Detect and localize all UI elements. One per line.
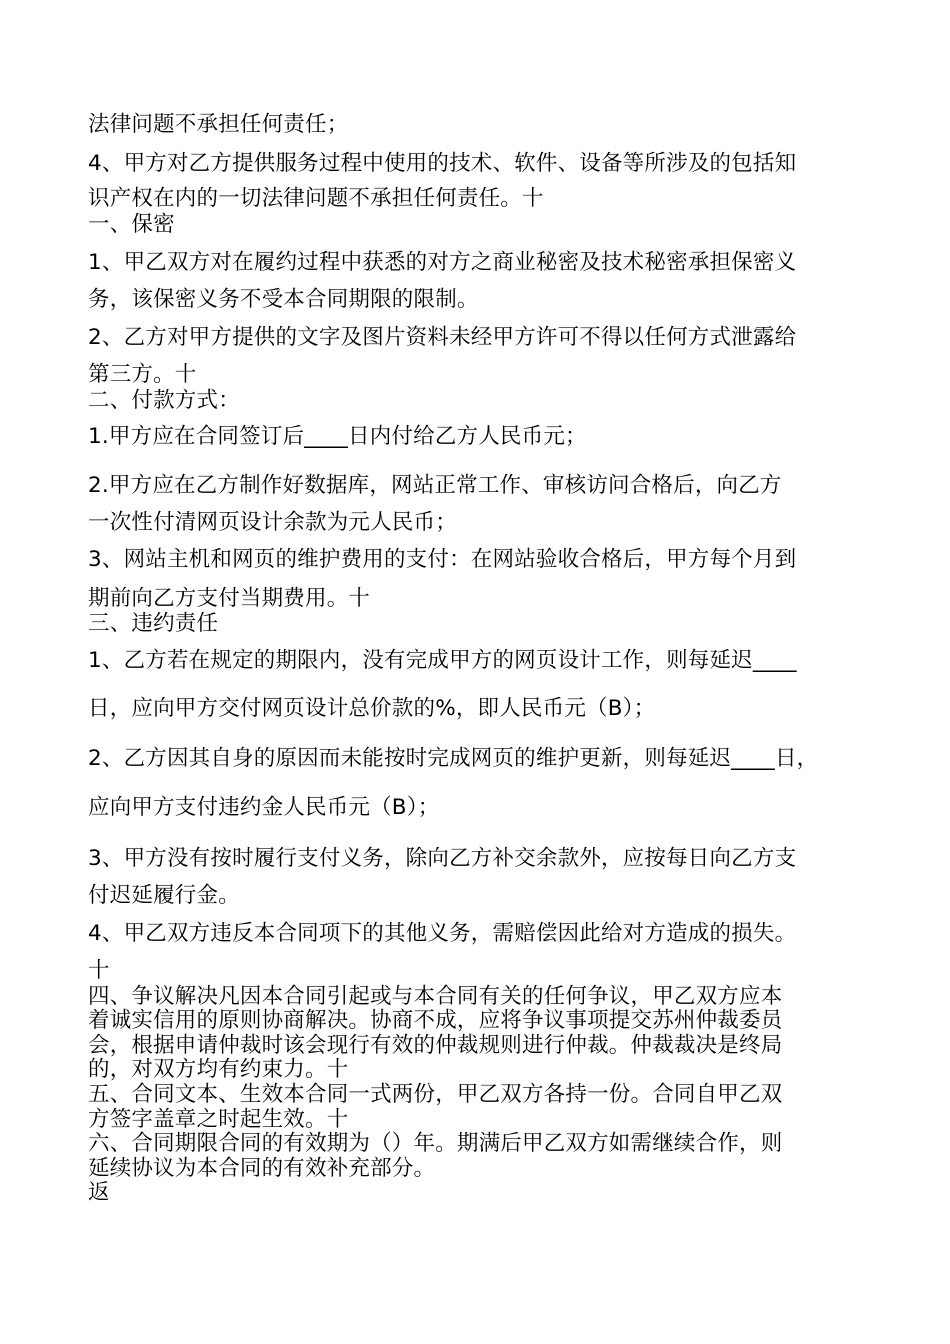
text-line: 1、乙方若在规定的期限内，没有完成甲方的网页设计工作，则每延迟____: [88, 648, 797, 673]
text-line: 识产权在内的一切法律问题不承担任何责任。十: [88, 186, 544, 211]
text-line: 2、乙方因其自身的原因而未能按时完成网页的维护更新，则每延迟____日，: [88, 746, 819, 771]
section-heading: 五、合同文本、生效本合同一式两份，甲乙双方各持一份。合同自甲乙双: [88, 1082, 783, 1107]
section-heading: 二、付款方式：: [88, 388, 240, 413]
text-line: 1.甲方应在合同签订后____日内付给乙方人民币元；: [88, 424, 587, 449]
text-line: 期前向乙方支付当期费用。十: [88, 586, 371, 611]
text-line: 4、甲乙双方违反本合同项下的其他义务，需赔偿因此给对方造成的损失。: [88, 921, 797, 946]
text-line: 方签字盖章之时起生效。十: [88, 1107, 349, 1132]
text-line: 着诚实信用的原则协商解决。协商不成，应将争议事项提交苏州仲裁委员: [88, 1008, 783, 1033]
text-line: 务，该保密义务不受本合同期限的限制。: [88, 287, 479, 312]
section-heading: 一、保密: [88, 212, 175, 237]
text-line: 4、甲方对乙方提供服务过程中使用的技术、软件、设备等所涉及的包括知: [88, 151, 797, 176]
section-heading: 三、违约责任: [88, 611, 219, 636]
text-line: 一次性付清网页设计余款为元人民币；: [88, 510, 457, 535]
text-line: 会，根据申请仲裁时该会现行有效的仲裁规则进行仲裁。仲裁裁决是终局: [88, 1033, 783, 1058]
text-line: 法律问题不承担任何责任；: [88, 112, 349, 137]
text-line: 2.甲方应在乙方制作好数据库，网站正常工作、审核访问合格后，向乙方: [88, 473, 782, 498]
text-line: 日，应向甲方交付网页设计总价款的%，即人民币元（B）；: [88, 696, 656, 721]
text-line: 3、甲方没有按时履行支付义务，除向乙方补交余款外，应按每日向乙方支: [88, 846, 797, 871]
text-line: 第三方。十: [88, 362, 197, 387]
text-line: 应向甲方支付违约金人民币元（B）；: [88, 795, 440, 820]
text-line: 返: [88, 1180, 110, 1205]
text-line: 十: [88, 958, 110, 983]
text-line: 付迟延履行金。: [88, 883, 240, 908]
text-line: 的，对双方均有约束力。十: [88, 1057, 349, 1082]
text-line: 延续协议为本合同的有效补充部分。: [88, 1156, 436, 1181]
text-line: 3、网站主机和网页的维护费用的支付：在网站验收合格后，甲方每个月到: [88, 547, 797, 572]
text-line: 1、甲乙双方对在履约过程中获悉的对方之商业秘密及技术秘密承担保密义: [88, 250, 797, 275]
text-line: 2、乙方对甲方提供的文字及图片资料未经甲方许可不得以任何方式泄露给: [88, 325, 797, 350]
section-heading: 四、争议解决凡因本合同引起或与本合同有关的任何争议，甲乙双方应本: [88, 984, 783, 1009]
section-heading: 六、合同期限合同的有效期为（）年。期满后甲乙双方如需继续合作，则: [88, 1131, 783, 1156]
